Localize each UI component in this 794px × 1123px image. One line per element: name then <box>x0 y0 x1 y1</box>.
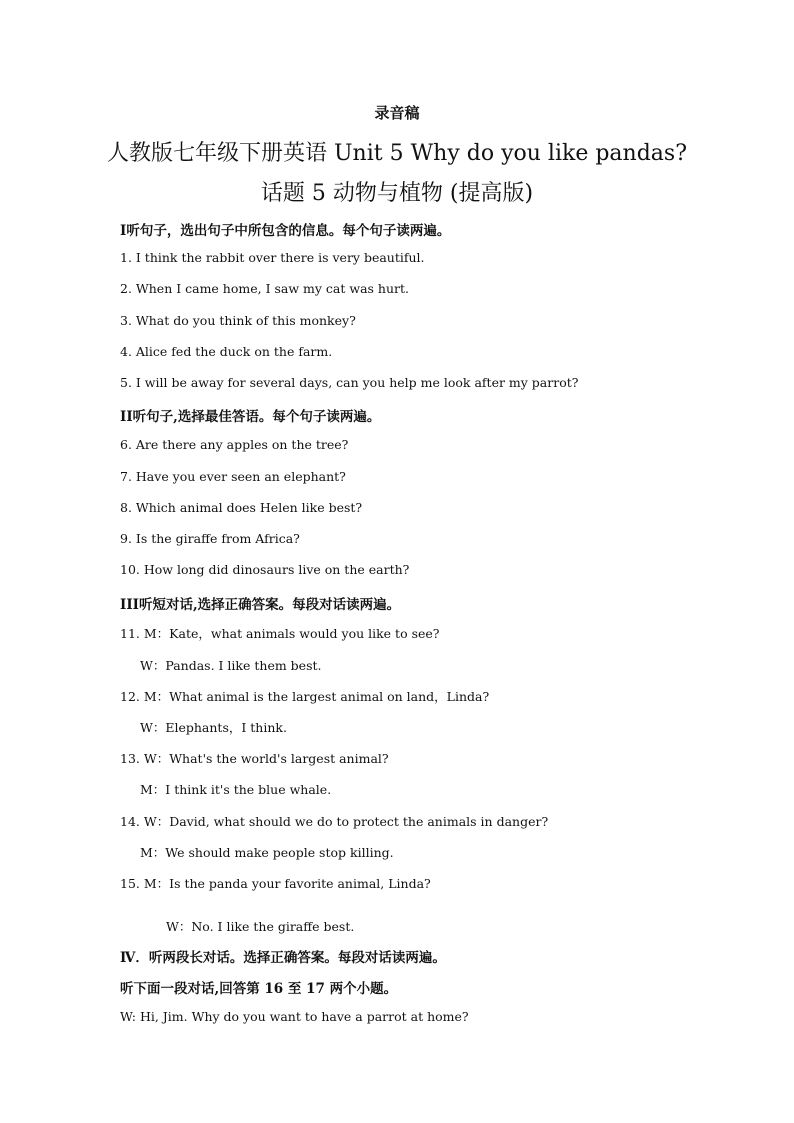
sentence-line: 7. Have you ever seen an elephant? <box>120 469 346 484</box>
section-heading-3: III听短对话,选择正确答案。每段对话读两遍。 <box>120 597 401 613</box>
sentence-line: 3. What do you think of this monkey? <box>120 313 356 328</box>
sentence-line: 9. Is the giraffe from Africa? <box>120 531 300 546</box>
dialogue-line: W：No. I like the giraffe best. <box>166 919 355 934</box>
sentence-line: 10. How long did dinosaurs live on the earth? <box>120 562 410 577</box>
section-heading-2: II听句子,选择最佳答语。每个句子读两遍。 <box>120 409 381 425</box>
section-subheading-4: 听下面一段对话,回答第 16 至 17 两个小题。 <box>120 981 398 997</box>
sentence-line: 2. When I came home, I saw my cat was hurt. <box>120 281 409 296</box>
doc-title: 人教版七年级下册英语 Unit 5 Why do you like pandas? <box>107 141 687 166</box>
dialogue-line: 12. M：What animal is the largest animal on land，Linda? <box>120 689 490 704</box>
doc-label: 录音稿 <box>374 104 420 122</box>
dialogue-line: M：We should make people stop killing. <box>140 845 394 860</box>
sentence-line: 4. Alice fed the duck on the farm. <box>120 344 333 359</box>
dialogue-line: 11. M：Kate，what animals would you like to see? <box>120 626 440 641</box>
dialogue-line: W：Pandas. I like them best. <box>140 658 322 673</box>
dialogue-line: W：Elephants，I think. <box>140 720 287 735</box>
dialogue-line: 15. M：Is the panda your favorite animal, Linda? <box>120 876 431 891</box>
dialogue-line: 14. W：David, what should we do to protect the animals in danger? <box>120 814 549 829</box>
dialogue-line: W: Hi, Jim. Why do you want to have a parrot at home? <box>120 1009 469 1024</box>
sentence-line: 1. I think the rabbit over there is very beautiful. <box>120 250 425 265</box>
section-heading-1: I听句子，选出句子中所包含的信息。每个句子读两遍。 <box>120 223 451 239</box>
sentence-line: 8. Which animal does Helen like best? <box>120 500 363 515</box>
sentence-line: 5. I will be away for several days, can you help me look after my parrot? <box>120 375 579 390</box>
section-heading-4: Ⅳ．听两段长对话。选择正确答案。每段对话读两遍。 <box>120 950 446 966</box>
doc-subtitle: 话题 5 动物与植物 (提高版) <box>260 181 534 206</box>
sentence-line: 6. Are there any apples on the tree? <box>120 437 349 452</box>
dialogue-line: M：I think it's the blue whale. <box>140 782 332 797</box>
dialogue-line: 13. W：What's the world's largest animal? <box>120 751 389 766</box>
